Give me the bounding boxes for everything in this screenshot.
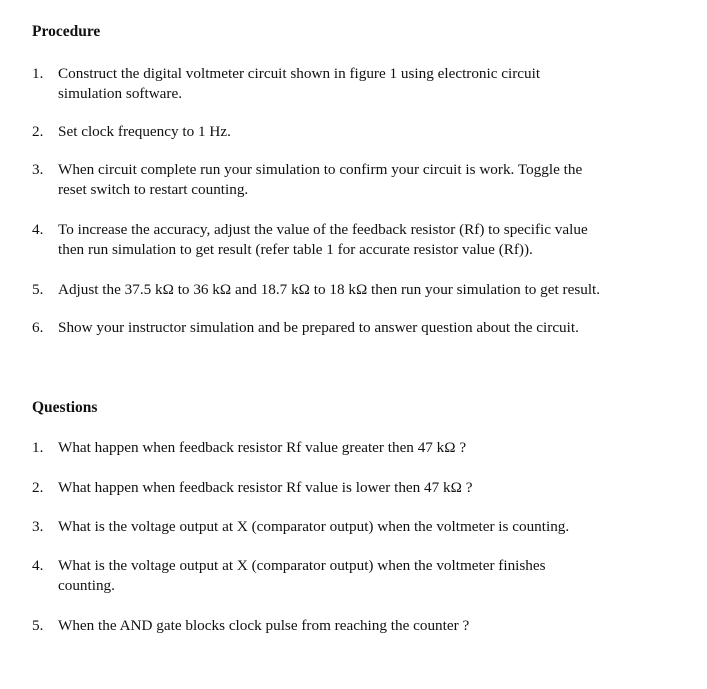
item-number: 5. (32, 617, 44, 634)
item-number: 6. (32, 319, 44, 336)
procedure-heading: Procedure (32, 23, 101, 40)
item-text: What is the voltage output at X (comparator output) when the voltmeter finishes counting. (58, 557, 546, 594)
item-number: 2. (32, 479, 44, 496)
item-text: Set clock frequency to 1 Hz. (58, 123, 231, 140)
item-text: To increase the accuracy, adjust the value of the feedback resistor (Rf) to specific value then run simulation to get result (refer table 1 for accurate resistor value (Rf)). (58, 221, 588, 258)
item-number: 1. (32, 65, 44, 82)
item-number: 4. (32, 557, 44, 574)
item-text: What happen when feedback resistor Rf value greater then 47 kΩ ? (58, 439, 467, 456)
item-number: 4. (32, 221, 44, 238)
item-text: Construct the digital voltmeter circuit shown in figure 1 using electronic circuit simulation software. (58, 65, 541, 102)
item-text: When circuit complete run your simulation to confirm your circuit is work. Toggle the reset switch to restart counting. (58, 161, 583, 198)
item-text: When the AND gate blocks clock pulse from reaching the counter ? (58, 617, 470, 634)
item-text: What is the voltage output at X (comparator output) when the voltmeter is counting. (58, 518, 570, 535)
item-number: 3. (32, 161, 44, 178)
item-number: 3. (32, 518, 44, 535)
item-text: What happen when feedback resistor Rf value is lower then 47 kΩ ? (58, 479, 473, 496)
item-text: Adjust the 37.5 kΩ to 36 kΩ and 18.7 kΩ to 18 kΩ then run your simulation to get result. (58, 281, 601, 298)
questions-heading: Questions (32, 399, 98, 416)
item-number: 5. (32, 281, 44, 298)
item-number: 1. (32, 439, 44, 456)
item-text: Show your instructor simulation and be prepared to answer question about the circuit. (58, 319, 579, 336)
item-number: 2. (32, 123, 44, 140)
